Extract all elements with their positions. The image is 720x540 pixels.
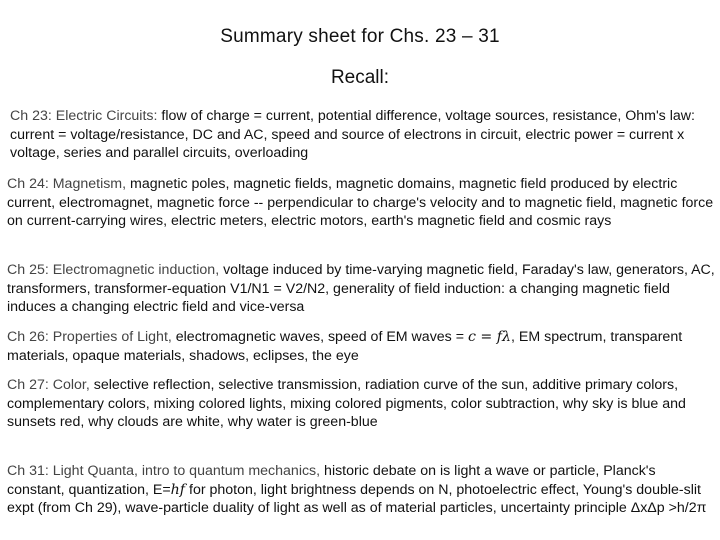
section-ch24 <box>7 175 716 231</box>
section-heading: Ch 31: Light Quanta, intro to quantum mechanics, <box>7 463 321 479</box>
formula: hf <box>170 481 186 498</box>
section-heading: Ch 26: Properties of Light, <box>7 329 172 345</box>
section-body-end: for photon, light brightness depends on N, photoelectric effect, Young's double-slit expt (from Ch 29), wave-particle duality of light as well as of material particles, uncertainty principle ΔxΔp >h/2π <box>7 481 707 517</box>
section-ch23 <box>7 107 719 163</box>
section-body: voltage induced by time-varying magnetic field, Faraday's law, generators, AC, transformers, transformer-equation V1/N1 = V2/N2, generality of field induction: a changing magnetic field induces a changing electric field and vice-versa <box>7 262 715 316</box>
formula: c = fλ <box>467 329 512 345</box>
section-ch31 <box>7 462 716 518</box>
section-body-start: electromagnetic waves, speed of EM waves = <box>171 329 468 345</box>
section-heading: Ch 25: Electromagnetic induction, <box>7 262 220 278</box>
section-heading: Ch 24: Magnetism, <box>7 176 127 192</box>
section-heading: Ch 27: Color, <box>7 377 90 393</box>
page-title: Summary sheet for Chs. 23 – 31 <box>220 26 500 47</box>
section-body-end: , EM spectrum, transparent materials, opaque materials, shadows, eclipses, the eye <box>7 329 683 364</box>
section-ch25 <box>7 261 716 317</box>
section-body-start: historic debate on is light a wave or particle, Planck's constant, quantization, E= <box>7 463 656 498</box>
section-body: magnetic poles, magnetic fields, magnetic domains, magnetic field produced by electric current, electromagnet, magnetic force -- perpendicular to charge's velocity and to magnetic field, magnetic force on current-carrying wires, electric meters, electric motors, earth's magnetic field and cosmic rays <box>7 176 714 230</box>
section-body: flow of charge = current, potential difference, voltage sources, resistance, Ohm's law: current = voltage/resistance, DC and AC, speed and source of electrons in circuit, electric power = current x voltage, series and parallel circuits, overloading <box>10 108 695 162</box>
section-ch27 <box>7 376 716 432</box>
section-heading: Ch 23: Electric Circuits: <box>10 108 158 124</box>
page-subtitle: Recall: <box>330 67 390 88</box>
section-ch26 <box>7 328 716 365</box>
section-body: selective reflection, selective transmission, radiation curve of the sun, additive primary colors, complementary colors, mixing colored lights, mixing colored pigments, color subtraction, why sky is blue and sunsets red, why clouds are white, why water is green-blue <box>7 377 686 431</box>
